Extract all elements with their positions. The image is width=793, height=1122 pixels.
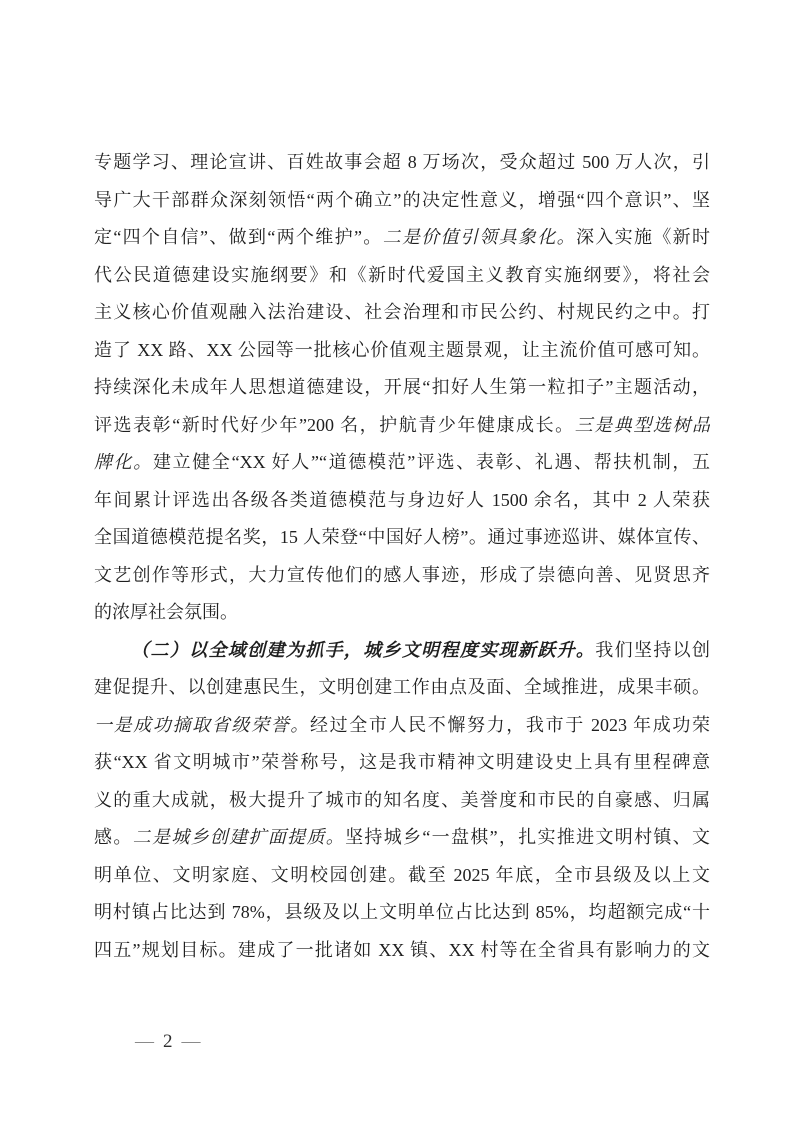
text-line: [94, 857, 710, 895]
text-segment: 专题学习、理论宣讲、百姓故事会超 8 万场次，受众超过 500 万人次，引: [94, 152, 710, 172]
text-segment: 全国道德模范提名奖，15 人荣登“中国好人榜”。通过事迹巡讲、媒体宣传、: [94, 527, 710, 547]
text-segment: 持续深化未成年人思想道德建设，开展“扣好人生第一粒扣子”主题活动，: [94, 377, 710, 397]
text-segment: 评选表彰“新时代好少年”200 名，护航青少年健康成长。: [94, 414, 575, 435]
text-line: [94, 632, 710, 670]
text-line: [94, 332, 710, 370]
text-line: [94, 257, 710, 295]
text-line: [94, 482, 710, 520]
page-number-right-dash: —: [181, 1031, 201, 1052]
text-segment: 感。: [94, 827, 133, 847]
emphasis-segment: 二是价值引领具象化。: [382, 227, 576, 247]
text-line: [94, 932, 710, 970]
page-number-value: 2: [163, 1031, 173, 1052]
text-segment: 文艺创作等形式，大力宣传他们的感人事迹，形成了崇德向善、见贤思齐: [94, 564, 710, 585]
page-number-left-dash: —: [135, 1031, 154, 1052]
text-segment: 主义核心价值观融入法治建设、社会治理和市民公约、村规民约之中。打: [94, 302, 710, 322]
page-number: [135, 1031, 201, 1053]
text-segment: 明单位、文明家庭、文明校园创建。截至 2025 年底，全市县级及以上文: [94, 864, 710, 885]
emphasis-segment: 三是典型选树品: [574, 414, 710, 435]
text-line: [94, 219, 710, 257]
text-segment: 定“四个自信”、做到“两个维护”。: [94, 227, 383, 247]
text-line: [94, 519, 710, 557]
text-segment: 代公民道德建设实施纲要》和《新时代爱国主义教育实施纲要》，将社会: [94, 264, 710, 285]
text-segment: 的浓厚社会氛围。: [94, 602, 238, 622]
text-line: [94, 594, 710, 632]
text-line: [94, 144, 710, 182]
text-segment: 获“XX 省文明城市”荣誉称号，这是我市精神文明建设史上具有里程碑意: [94, 752, 710, 772]
text-segment: 四五”规划目标。建成了一批诸如 XX 镇、XX 村等在全省具有影响力的文: [94, 939, 710, 960]
text-segment: 义的重大成就，极大提升了城市的知名度、美誉度和市民的自豪感、归属: [94, 789, 710, 810]
text-line: [94, 294, 710, 332]
emphasis-segment: 一是成功摘取省级荣誉。: [94, 714, 310, 735]
text-segment: 经过全市人民不懈努力，我市于 2023 年成功荣: [309, 714, 710, 735]
text-line: [94, 894, 710, 932]
text-segment: 深入实施《新时: [575, 227, 710, 247]
text-line: [94, 182, 710, 220]
text-line: [94, 669, 710, 707]
text-line: [94, 819, 710, 857]
text-line: [94, 707, 710, 745]
text-segment: 建促提升、以创建惠民生，文明创建工作由点及面、全域推进，成果丰硕。: [94, 677, 710, 697]
emphasis-segment: 二是城乡创建扩面提质。: [132, 827, 346, 847]
text-line: [94, 782, 710, 820]
paragraph-1-continuation: [94, 144, 710, 632]
text-segment: 坚持城乡“一盘棋”，扎实推进文明村镇、文: [345, 827, 710, 847]
text-segment: 导广大干部群众深刻领悟“两个确立”的决定性意义，增强“四个意识”、坚: [94, 189, 710, 210]
emphasis-segment: （二）以全域创建为抓手，城乡文明程度实现新跃升。: [131, 639, 596, 660]
emphasis-segment: 牌化。: [94, 452, 153, 472]
text-line: [94, 557, 710, 595]
text-segment: 我们坚持以创: [595, 639, 710, 660]
document-body: [94, 144, 710, 969]
text-line: [94, 744, 710, 782]
text-segment: 建立健全“XX 好人”“道德模范”评选、表彰、礼遇、帮扶机制，五: [152, 452, 710, 472]
text-segment: 造了 XX 路、XX 公园等一批核心价值观主题景观，让主流价值可感可知。: [94, 339, 710, 360]
text-line: [94, 407, 710, 445]
text-segment: 年间累计评选出各级各类道德模范与身边好人 1500 余名，其中 2 人荣获: [94, 489, 710, 510]
text-segment: 明村镇占比达到 78%，县级及以上文明单位占比达到 85%，均超额完成“十: [94, 902, 710, 922]
text-line: [94, 444, 710, 482]
paragraph-2-section: [94, 632, 710, 970]
text-line: [94, 369, 710, 407]
